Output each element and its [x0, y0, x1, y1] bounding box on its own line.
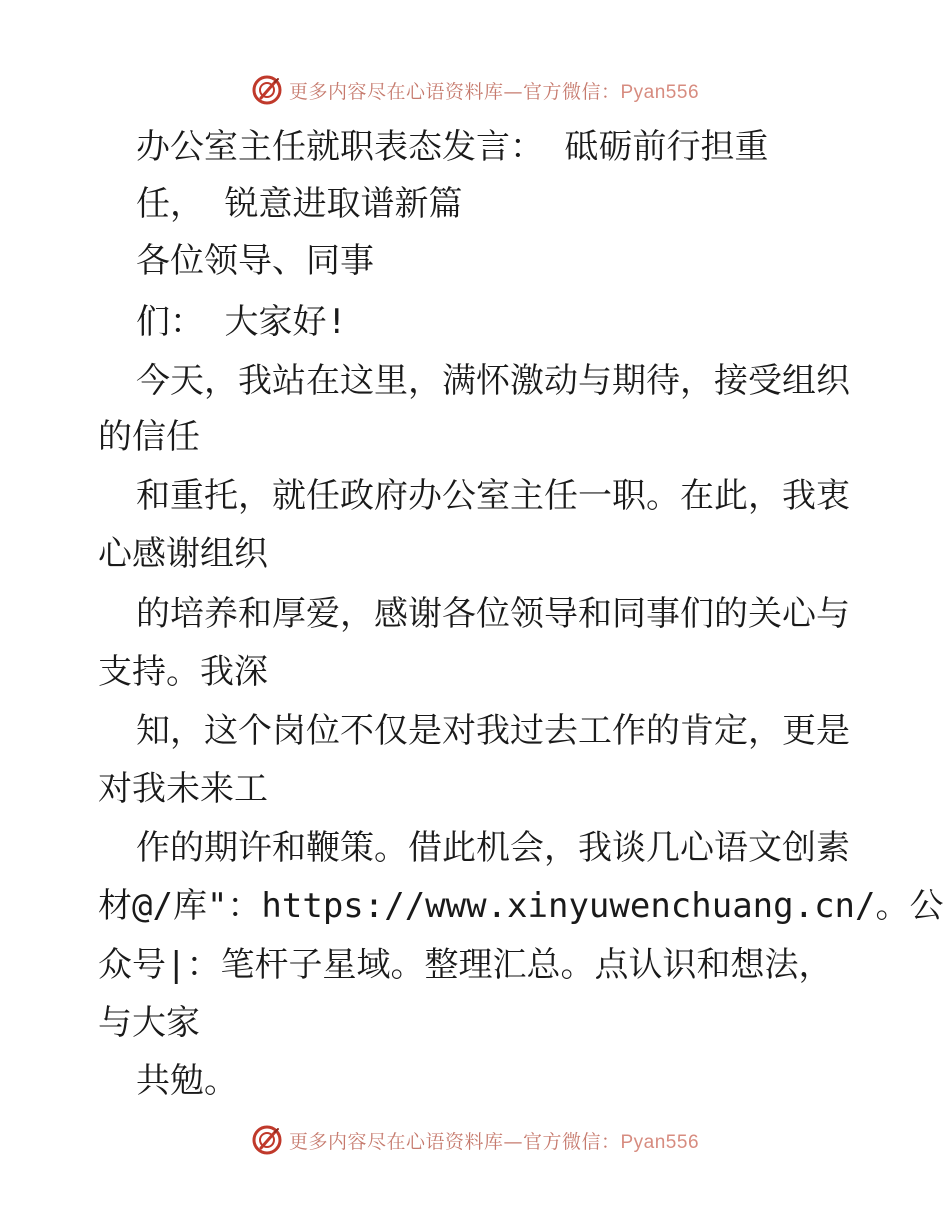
body-line: 今天，我站在这里，满怀激动与期待，接受组织 [136, 361, 850, 401]
footer-banner [0, 1122, 950, 1158]
body-line: 知，这个岗位不仅是对我过去工作的肯定，更是 [136, 711, 850, 751]
body-line: 的信任 [98, 417, 200, 457]
body-line: 对我未来工 [98, 769, 268, 809]
header-banner [0, 72, 950, 108]
footer-label: 官方微信： [522, 1130, 621, 1153]
header-dash: — [503, 80, 523, 103]
body-line: 各位领导、同事 [136, 241, 374, 281]
body-line: 与大家 [98, 1003, 200, 1043]
body-line: 和重托，就任政府办公室主任一职。在此，我衷 [136, 476, 850, 516]
body-line: 任， 锐意进取谱新篇 [136, 184, 463, 224]
body-line: 心感谢组织 [98, 534, 268, 574]
body-line: 众号|：笔杆子星域。整理汇总。点认识和想法， [98, 945, 833, 985]
body-line: 材@/库"：https://www.xinyuwenchuang.cn/。公 [98, 886, 944, 926]
body-line: 们： 大家好! [136, 302, 347, 342]
header-brand: 更多内容尽在心语资料库 [288, 80, 504, 103]
body-line: 作的期许和鞭策。借此机会，我谈几心语文创素 [136, 828, 850, 868]
footer-text [289, 1127, 699, 1154]
footer-brand: 更多内容尽在心语资料库 [288, 1130, 504, 1153]
body-line: 的培养和厚爱，感谢各位领导和同事们的关心与 [136, 594, 850, 634]
brand-logo-icon [251, 1124, 283, 1156]
body-line: 支持。我深 [98, 652, 268, 692]
header-text [289, 77, 699, 104]
body-line: 办公室主任就职表态发言： 砥砺前行担重 [136, 127, 769, 167]
footer-dash: — [503, 1130, 523, 1153]
header-wechat-id: Pyan556 [620, 81, 700, 103]
brand-logo-icon [251, 74, 283, 106]
body-line: 共勉。 [136, 1061, 238, 1101]
header-label: 官方微信： [522, 80, 621, 103]
footer-wechat-id: Pyan556 [620, 1131, 700, 1153]
